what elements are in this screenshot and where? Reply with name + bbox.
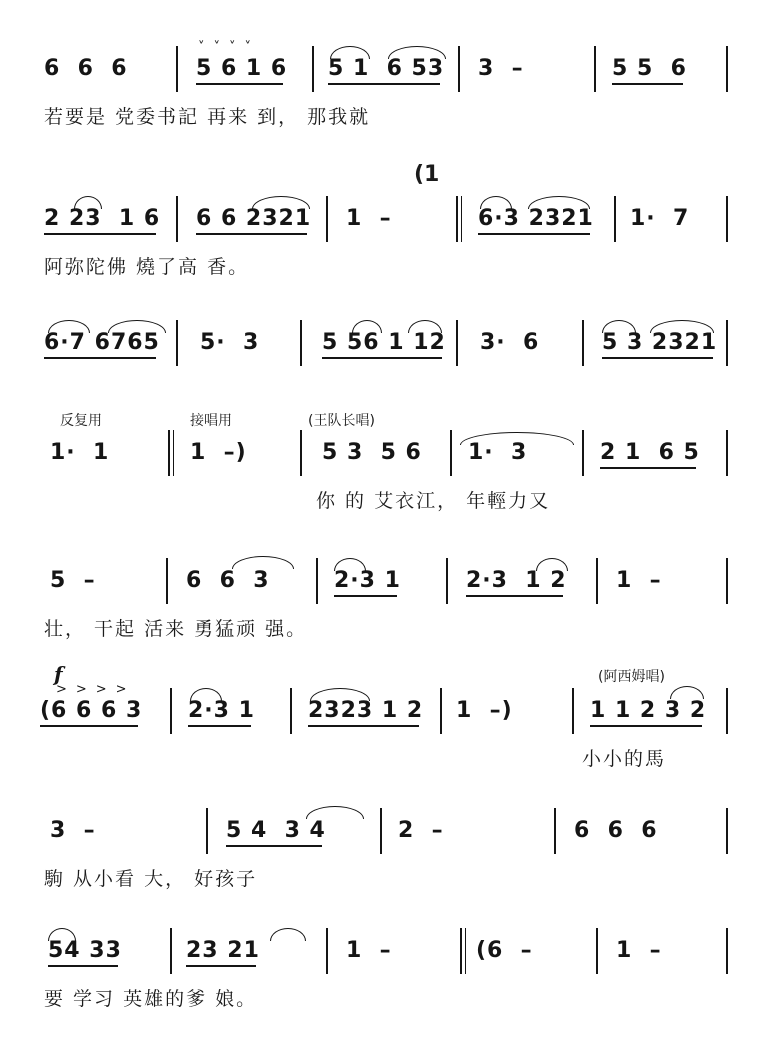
measure-notes: 5 56 1 12 xyxy=(322,330,446,355)
measure-notes: 2323 1 2 xyxy=(308,698,424,723)
bar-line xyxy=(450,430,452,476)
bar-line xyxy=(726,196,728,242)
accent-marks: >>>> xyxy=(56,682,136,697)
bar-line xyxy=(582,320,584,366)
bar-line xyxy=(726,688,728,734)
measure-notes: 2 – xyxy=(398,818,444,843)
bar-line xyxy=(554,808,556,854)
measure-notes: 5 4 3 4 xyxy=(226,818,326,843)
measure-notes: 5 3 2321 xyxy=(602,330,718,355)
bar-line xyxy=(582,430,584,476)
bar-line xyxy=(596,928,598,974)
bar-line xyxy=(572,688,574,734)
score-system-2 xyxy=(0,162,772,306)
lyrics-line: 壮， 干起 活来 勇猛顽 强。 xyxy=(44,618,308,640)
measure-notes: 5 6 1 6 xyxy=(196,56,288,81)
bar-line xyxy=(166,558,168,604)
measure-notes: (6 6 6 3 xyxy=(40,698,143,723)
continuation-usage-label: 接唱用 xyxy=(190,413,232,429)
measure-notes: 6·3 2321 xyxy=(478,206,594,231)
bar-line xyxy=(290,688,292,734)
measure-notes: 54 33 xyxy=(48,938,122,963)
ossia-mark: (1 xyxy=(414,162,440,187)
lyrics-line: 你 的 艾衣江， 年輕力又 xyxy=(316,490,551,512)
bar-line xyxy=(176,320,178,366)
bar-line xyxy=(300,430,302,476)
bar-line xyxy=(456,320,458,366)
singer-label: (阿西姆唱) xyxy=(598,669,665,685)
measure-notes: 2·3 1 xyxy=(334,568,401,593)
measure-notes: 6 6 6 xyxy=(574,818,658,843)
bar-line xyxy=(300,320,302,366)
bar-line xyxy=(176,196,178,242)
bar-line xyxy=(726,320,728,366)
singer-label: (王队长唱) xyxy=(308,413,375,429)
accent-marks: ˅˅˅˅ xyxy=(198,40,260,55)
score-system-7 xyxy=(0,808,772,908)
score-system-4 xyxy=(0,413,772,540)
bar-line xyxy=(594,46,596,92)
measure-notes: 2 23 1 6 xyxy=(44,206,161,231)
measure-notes: 5 5 6 xyxy=(612,56,687,81)
repeat-bar-line xyxy=(168,430,170,476)
measure-notes: 1 – xyxy=(346,206,392,231)
repeat-usage-label: 反复用 xyxy=(60,413,102,429)
bar-line xyxy=(726,430,728,476)
lyrics-line: 若要是 党委书記 再来 到， 那我就 xyxy=(44,106,371,128)
lyrics-line: 要 学习 英雄的爹 娘。 xyxy=(44,988,258,1010)
measure-notes: 3· 6 xyxy=(480,330,540,355)
measure-notes: 1 1 2 3 2 xyxy=(590,698,707,723)
measure-notes: 1· 3 xyxy=(468,440,528,465)
measure-notes: 3 – xyxy=(478,56,524,81)
bar-line xyxy=(170,688,172,734)
measure-notes: 2 1 6 5 xyxy=(600,440,700,465)
lyrics-line: 小小的馬 xyxy=(582,748,667,770)
measure-notes: 5· 3 xyxy=(200,330,260,355)
measure-notes: 2·3 1 2 xyxy=(466,568,567,593)
bar-line xyxy=(380,808,382,854)
measure-notes: 1 –) xyxy=(190,440,247,465)
measure-notes: 3 – xyxy=(50,818,96,843)
measure-notes: 2·3 1 xyxy=(188,698,255,723)
measure-notes: 5 3 5 6 xyxy=(322,440,422,465)
measure-notes: 1 –) xyxy=(456,698,513,723)
bar-line xyxy=(596,558,598,604)
bar-line xyxy=(176,46,178,92)
score-system-8 xyxy=(0,928,772,1028)
bar-line xyxy=(206,808,208,854)
bar-line xyxy=(726,558,728,604)
measure-notes: 5 1 6 53 xyxy=(328,56,445,81)
measure-notes: 1 – xyxy=(346,938,392,963)
bar-line xyxy=(312,46,314,92)
dynamic-forte: f xyxy=(54,662,63,686)
measure-notes: 6 6 3 xyxy=(186,568,270,593)
measure-notes: 1· 1 xyxy=(50,440,110,465)
bar-line xyxy=(440,688,442,734)
bar-line xyxy=(326,928,328,974)
bar-line xyxy=(326,196,328,242)
bar-line xyxy=(316,558,318,604)
measure-notes: 23 21 xyxy=(186,938,260,963)
bar-line xyxy=(726,808,728,854)
bar-line xyxy=(726,928,728,974)
measure-notes: 1· 7 xyxy=(630,206,690,231)
score-system-5 xyxy=(0,558,772,658)
bar-line xyxy=(170,928,172,974)
bar-line xyxy=(726,46,728,92)
repeat-bar-line xyxy=(460,928,462,974)
slur-mark xyxy=(270,928,306,941)
lyrics-line: 阿弥陀佛 燒了高 香。 xyxy=(44,256,250,278)
measure-notes: 1 – xyxy=(616,568,662,593)
measure-notes: 6 6 6 xyxy=(44,56,128,81)
measure-notes: 5 – xyxy=(50,568,96,593)
bar-line xyxy=(614,196,616,242)
bar-line xyxy=(458,46,460,92)
score-system-1 xyxy=(0,40,772,146)
score-system-3 xyxy=(0,320,772,380)
lyrics-line: 駒 从小看 大， 好孩子 xyxy=(44,868,258,890)
measure-notes: 6·7 6765 xyxy=(44,330,160,355)
score-system-6 xyxy=(0,662,772,788)
measure-notes: 1 – xyxy=(616,938,662,963)
repeat-bar-line xyxy=(456,196,458,242)
bar-line xyxy=(446,558,448,604)
measure-notes: (6 – xyxy=(476,938,533,963)
measure-notes: 6 6 2321 xyxy=(196,206,312,231)
